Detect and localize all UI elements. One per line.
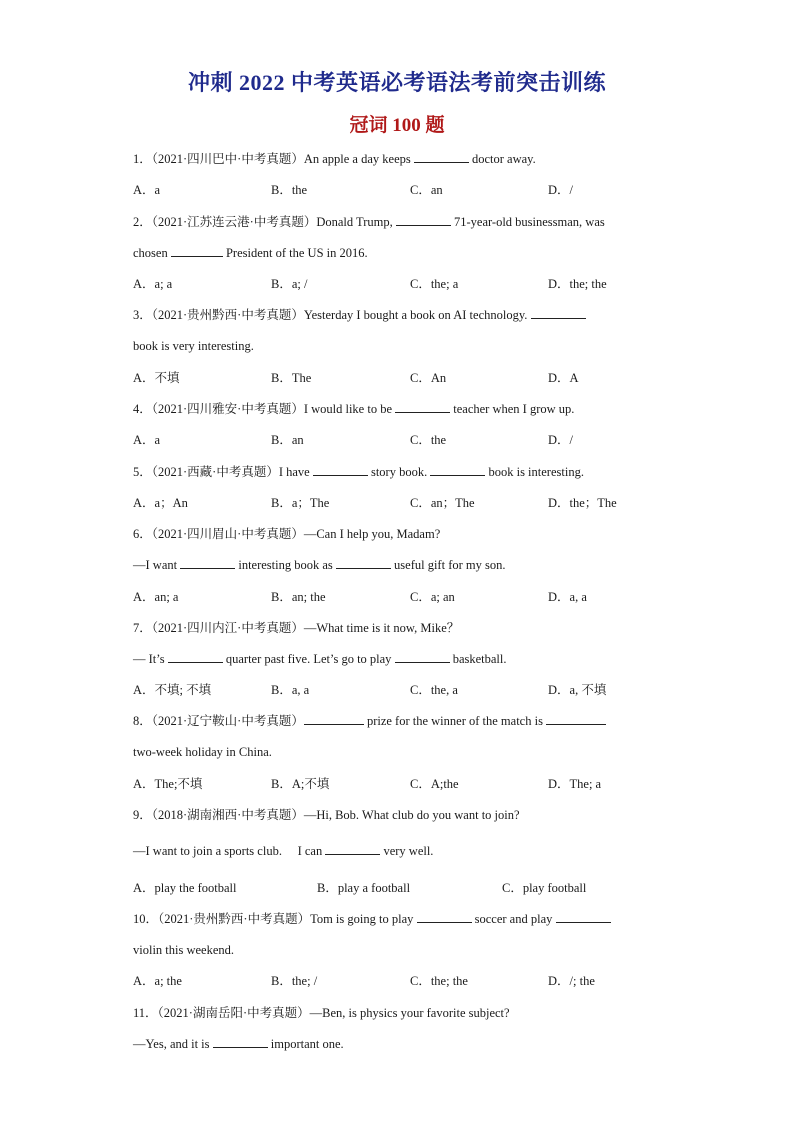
answer-blank <box>336 556 391 569</box>
q8-option-a: A．The;不填 <box>133 777 203 791</box>
question-4-stem: 4．（2021·四川雅安·中考真题）I would like to be teacher when I grow up. <box>133 402 575 416</box>
q6-option-c: C．a; an <box>410 590 455 604</box>
q3-option-a: A．不填 <box>133 371 180 385</box>
q10-option-a: A．a; the <box>133 974 182 988</box>
answer-blank <box>396 213 451 226</box>
q8-option-b: B．A;不填 <box>271 777 330 791</box>
q6-option-d: D．a, a <box>548 590 587 604</box>
q2-option-b: B．a; / <box>271 277 308 291</box>
question-5-stem: 5．（2021·西藏·中考真题）I have story book. book is interesting. <box>133 465 584 479</box>
q7-option-a: A．不填; 不填 <box>133 683 212 697</box>
q6-option-b: B．an; the <box>271 590 326 604</box>
q4-option-b: B．an <box>271 433 304 447</box>
page-subtitle: 冠词 100 题 <box>349 115 445 136</box>
answer-blank <box>171 244 223 257</box>
question-8-stem-cont: two-week holiday in China. <box>133 745 272 759</box>
question-3-stem: 3．（2021·贵州黔西·中考真题）Yesterday I bought a book on AI technology. <box>133 306 586 324</box>
q3-option-d: D．A <box>548 371 579 385</box>
q7-option-d: D．a, 不填 <box>548 683 607 697</box>
answer-blank <box>313 463 368 476</box>
answer-blank <box>168 650 223 663</box>
answer-blank <box>325 842 380 855</box>
q2-option-d: D．the; the <box>548 277 607 291</box>
answer-blank <box>414 150 469 163</box>
q9-option-b: B．play a football <box>317 881 411 895</box>
question-7-stem-cont: — It’s quarter past five. Let’s go to play basketball. <box>133 652 507 666</box>
question-3-stem-cont: book is very interesting. <box>133 339 254 353</box>
answer-blank <box>180 556 235 569</box>
q6-option-a: A．an; a <box>133 590 179 604</box>
page-title: 冲刺 2022 中考英语必考语法考前突击训练 <box>187 70 606 95</box>
answer-blank <box>213 1035 268 1048</box>
q1-option-c: C．an <box>410 183 443 197</box>
answer-blank <box>395 650 450 663</box>
answer-blank <box>304 712 364 725</box>
answer-blank <box>546 712 606 725</box>
q4-option-a: A．a <box>133 433 161 447</box>
q2-option-c: C．the; a <box>410 277 459 291</box>
question-1-stem: 1．（2021·四川巴中·中考真题）An apple a day keeps doctor away. <box>133 152 536 166</box>
answer-blank <box>556 910 611 923</box>
q1-option-b: B．the <box>271 183 308 197</box>
question-7-stem: 7．（2021·四川内江·中考真题）—What time is it now, Mike？ <box>133 621 460 635</box>
q8-option-c: C．A;the <box>410 777 459 791</box>
q1-option-a: A．a <box>133 183 161 197</box>
answer-blank <box>395 400 450 413</box>
q10-option-d: D．/; the <box>548 974 595 988</box>
answer-blank <box>430 463 485 476</box>
q8-option-d: D．The; a <box>548 777 602 791</box>
question-2-stem-cont: chosen President of the US in 2016. <box>133 246 368 260</box>
question-9-stem-cont: —I want to join a sports club. I can very well. <box>133 844 434 858</box>
answer-blank <box>417 910 472 923</box>
q4-option-c: C．the <box>410 433 447 447</box>
q1-option-d: D．/ <box>548 183 574 197</box>
q5-option-c: C．an；The <box>410 496 475 510</box>
q9-option-c: C．play football <box>502 881 587 895</box>
answer-blank <box>531 306 586 319</box>
q2-option-a: A．a; a <box>133 277 173 291</box>
q5-option-b: B．a；The <box>271 496 330 510</box>
q9-option-a: A．play the football <box>133 881 237 895</box>
q3-option-c: C．An <box>410 371 447 385</box>
q5-option-a: A．a；An <box>133 496 188 510</box>
question-10-stem-cont: violin this weekend. <box>133 943 235 957</box>
q10-option-b: B．the; / <box>271 974 318 988</box>
question-6-stem: 6．（2021·四川眉山·中考真题）—Can I help you, Madam? <box>133 527 441 541</box>
question-10-stem: 10．（2021·贵州黔西·中考真题）Tom is going to play soccer and play <box>133 910 611 928</box>
question-9-stem: 9．（2018·湖南湘西·中考真题）—Hi, Bob. What club do you want to join? <box>133 808 520 822</box>
q5-option-d: D．the；The <box>548 496 617 510</box>
question-11-stem-cont: —Yes, and it is important one. <box>133 1037 344 1051</box>
q7-option-b: B．a, a <box>271 683 310 697</box>
q3-option-b: B．The <box>271 371 312 385</box>
q10-option-c: C．the; the <box>410 974 468 988</box>
question-6-stem-cont: —I want interesting book as useful gift for my son. <box>133 558 506 572</box>
question-8-stem: 8．（2021·辽宁鞍山·中考真题） prize for the winner of the match is <box>133 712 606 730</box>
q4-option-d: D．/ <box>548 433 574 447</box>
q7-option-c: C．the, a <box>410 683 458 697</box>
question-2-stem: 2．（2021·江苏连云港·中考真题）Donald Trump, 71-year-old businessman, was <box>133 215 605 229</box>
question-11-stem: 11．（2021·湖南岳阳·中考真题）—Ben, is physics your favorite subject? <box>133 1006 510 1020</box>
